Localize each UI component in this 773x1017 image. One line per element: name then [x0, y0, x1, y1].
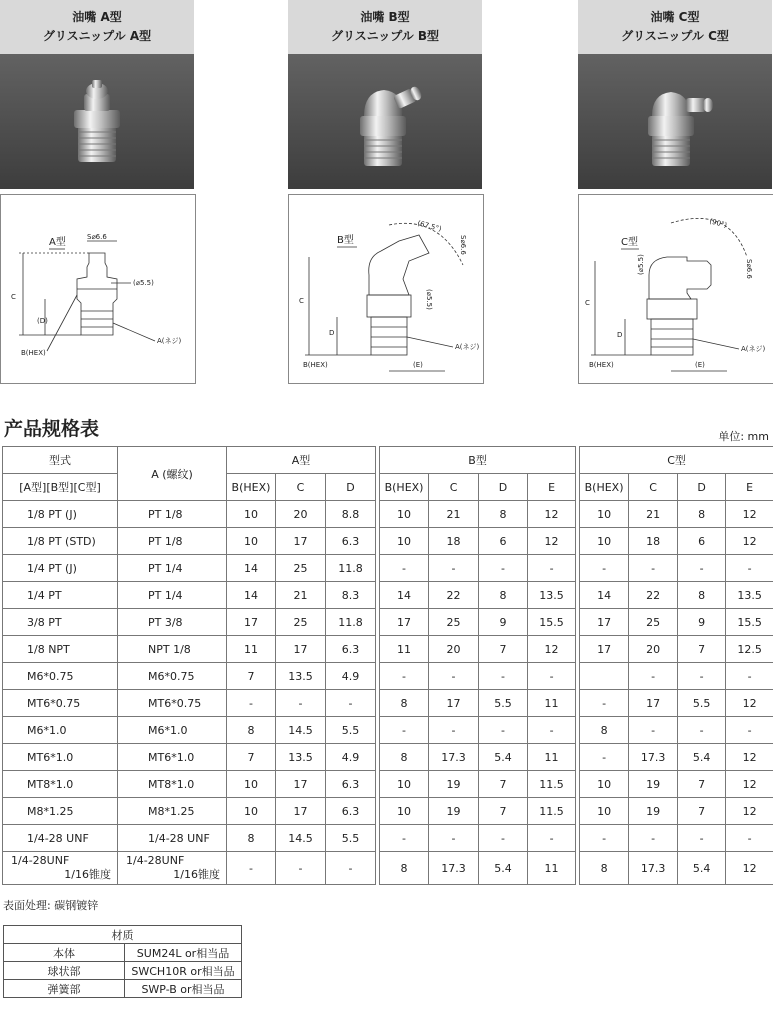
cell-c-c: 19 [629, 771, 678, 798]
cell-b-e: 12 [528, 501, 576, 528]
material-row [4, 962, 242, 980]
cell-c-hex: - [580, 690, 629, 717]
table-row [3, 798, 773, 825]
cell-c-c: 20 [629, 636, 678, 663]
unit-label: 单位: mm [718, 430, 769, 443]
dim-e: (E) [695, 361, 705, 369]
col-b-c: C [429, 474, 479, 501]
cell-a-c: 17 [276, 636, 326, 663]
cell-c-c: - [629, 663, 678, 690]
cell-a-c: 14.5 [276, 825, 326, 852]
cell-a-d: 5.5 [326, 717, 376, 744]
cell-c-hex: 8 [580, 852, 629, 885]
cell-model: 3/8 PT [3, 609, 118, 636]
cell-b-e: 13.5 [528, 582, 576, 609]
cell-b-d: 5.4 [479, 852, 528, 885]
cell-c-c: 21 [629, 501, 678, 528]
cell-b-d: - [479, 555, 528, 582]
table-row [3, 744, 773, 771]
cell-c-e: 15.5 [726, 609, 773, 636]
cell-b-hex: 10 [380, 798, 429, 825]
cell-thread: M8*1.25 [118, 798, 227, 825]
cell-a-c: 13.5 [276, 663, 326, 690]
diagram-type-label: C型 [621, 237, 638, 248]
cell-b-e: 11 [528, 690, 576, 717]
cell-line: 1/16锥度 [173, 868, 220, 881]
cell-b-c: - [429, 825, 479, 852]
cell-c-d: - [678, 717, 726, 744]
cell-b-hex: 11 [380, 636, 429, 663]
cell-c-hex: 17 [580, 636, 629, 663]
cell-a-d: 11.8 [326, 555, 376, 582]
cell-model: M8*1.25 [3, 798, 118, 825]
cell-thread: PT 1/8 [118, 501, 227, 528]
cell-a-c: 14.5 [276, 717, 326, 744]
col-c-c: C [629, 474, 678, 501]
dim-c: C [585, 299, 590, 307]
product-photo-c [578, 54, 772, 189]
header-a: A型 [227, 447, 376, 474]
cell-b-hex: 17 [380, 609, 429, 636]
cell-b-d: - [479, 825, 528, 852]
cell-a-d: 11.8 [326, 609, 376, 636]
cell-c-hex [580, 663, 629, 690]
cell-model: 1/8 PT (J) [3, 501, 118, 528]
cell-b-c: 17.3 [429, 852, 479, 885]
card-header [288, 0, 482, 54]
cell-a-c: 17 [276, 798, 326, 825]
cell-b-d: 6 [479, 528, 528, 555]
cell-a-d: 8.8 [326, 501, 376, 528]
cell-thread: MT6*0.75 [118, 690, 227, 717]
card-type-a [0, 0, 194, 189]
cell-b-hex: 8 [380, 690, 429, 717]
cell-line: 1/4-28UNF [11, 854, 70, 867]
cell-a-c: 17 [276, 771, 326, 798]
cell-a-c: 20 [276, 501, 326, 528]
cell-a-d: 6.3 [326, 528, 376, 555]
cell-c-c: 19 [629, 798, 678, 825]
cell-c-d: 5.4 [678, 852, 726, 885]
header-row-1 [3, 447, 773, 474]
cell-c-e: - [726, 663, 773, 690]
cell-c-c: 25 [629, 609, 678, 636]
table-row [3, 663, 773, 690]
cell-a-hex: 7 [227, 744, 276, 771]
material-row [4, 980, 242, 998]
diagram-type-label: B型 [337, 235, 354, 246]
cell-a-hex: - [227, 852, 276, 885]
col-a-c: C [276, 474, 326, 501]
dim-s: S⌀6.6 [87, 233, 107, 241]
cell-line: 1/4-28UNF [126, 854, 185, 867]
cell-c-e: - [726, 555, 773, 582]
cell-a-hex: 8 [227, 717, 276, 744]
dim-thread: A(ネジ) [157, 337, 182, 345]
cell-a-d: 6.3 [326, 771, 376, 798]
cell-model: 1/4 PT (J) [3, 555, 118, 582]
cell-model: M6*1.0 [3, 717, 118, 744]
dim-angle: (90°) [708, 217, 728, 230]
col-a-d: D [326, 474, 376, 501]
material-value: SWCH10R or相当品 [125, 962, 242, 980]
cell-a-hex: 7 [227, 663, 276, 690]
table-row [3, 528, 773, 555]
cell-b-hex: 10 [380, 501, 429, 528]
cell-b-d: 7 [479, 636, 528, 663]
cell-c-e: 12 [726, 528, 773, 555]
header-thread: A (螺纹) [118, 447, 227, 501]
cell-a-c: - [276, 852, 326, 885]
cell-a-hex: 14 [227, 555, 276, 582]
cell-model: MT6*0.75 [3, 690, 118, 717]
cell-c-d: - [678, 663, 726, 690]
cell-b-e: - [528, 717, 576, 744]
cell-c-d: - [678, 825, 726, 852]
cell-c-c: 18 [629, 528, 678, 555]
cell-b-hex: - [380, 825, 429, 852]
cell-b-hex: - [380, 663, 429, 690]
cell-b-d: 5.4 [479, 744, 528, 771]
cell-model: 1/4 PT [3, 582, 118, 609]
cell-c-d: - [678, 555, 726, 582]
cell-model: M6*0.75 [3, 663, 118, 690]
cell-thread: PT 1/4 [118, 582, 227, 609]
diagram-type-c [578, 194, 773, 384]
cell-b-d: - [479, 663, 528, 690]
cell-c-e: 12 [726, 798, 773, 825]
cell-b-d: 9 [479, 609, 528, 636]
material-row [4, 944, 242, 962]
cell-thread: PT 1/4 [118, 555, 227, 582]
cell-model: 1/8 NPT [3, 636, 118, 663]
cell-thread [118, 852, 227, 885]
cell-b-e: 12 [528, 528, 576, 555]
cell-b-hex: - [380, 717, 429, 744]
cell-c-hex: 10 [580, 771, 629, 798]
col-c-hex: B(HEX) [580, 474, 629, 501]
cell-b-c: 17 [429, 690, 479, 717]
diagram-type-label: A型 [49, 237, 66, 248]
card-title-cn: 油嘴 A型 [72, 10, 122, 24]
cell-model: 1/8 PT (STD) [3, 528, 118, 555]
header-b: B型 [380, 447, 576, 474]
dim-d: (D) [37, 317, 48, 325]
cell-b-c: 22 [429, 582, 479, 609]
cell-b-d: 7 [479, 771, 528, 798]
cell-a-hex: 14 [227, 582, 276, 609]
cell-b-c: - [429, 555, 479, 582]
cell-b-d: 7 [479, 798, 528, 825]
cell-c-e: 12 [726, 744, 773, 771]
cell-c-e: - [726, 825, 773, 852]
card-type-b [288, 0, 482, 189]
dim-d: D [329, 329, 335, 337]
cell-b-e: 15.5 [528, 609, 576, 636]
cell-a-c: 13.5 [276, 744, 326, 771]
dim-c: C [299, 297, 304, 305]
col-b-hex: B(HEX) [380, 474, 429, 501]
cell-c-hex: - [580, 825, 629, 852]
cell-a-c: 25 [276, 555, 326, 582]
cell-thread: PT 3/8 [118, 609, 227, 636]
cell-b-hex: 14 [380, 582, 429, 609]
table-row [3, 555, 773, 582]
cell-thread: M6*0.75 [118, 663, 227, 690]
cell-a-hex: - [227, 690, 276, 717]
col-c-d: D [678, 474, 726, 501]
cell-c-d: 7 [678, 636, 726, 663]
cell-c-hex: 14 [580, 582, 629, 609]
cell-thread: 1/4-28 UNF [118, 825, 227, 852]
cell-b-c: 19 [429, 771, 479, 798]
dim-hex: B(HEX) [589, 361, 614, 369]
cell-c-d: 9 [678, 609, 726, 636]
cell-c-e: - [726, 717, 773, 744]
cell-model: MT6*1.0 [3, 744, 118, 771]
cell-a-d: 8.3 [326, 582, 376, 609]
cell-b-c: 21 [429, 501, 479, 528]
cell-b-c: 19 [429, 798, 479, 825]
cell-a-hex: 10 [227, 771, 276, 798]
cell-b-c: 17.3 [429, 744, 479, 771]
cell-c-e: 12 [726, 852, 773, 885]
cell-a-d: 4.9 [326, 744, 376, 771]
cell-c-hex: 17 [580, 609, 629, 636]
cell-c-e: 12.5 [726, 636, 773, 663]
header-c: C型 [580, 447, 773, 474]
table-row [3, 690, 773, 717]
table-row [3, 771, 773, 798]
cell-c-hex: 10 [580, 528, 629, 555]
cell-b-d: 8 [479, 501, 528, 528]
cell-c-e: 13.5 [726, 582, 773, 609]
cell-a-c: - [276, 690, 326, 717]
cell-c-e: 12 [726, 501, 773, 528]
header-model: 型式 [3, 447, 118, 474]
material-table [3, 925, 242, 998]
cell-b-e: 11.5 [528, 771, 576, 798]
card-title-jp: グリスニップル B型 [330, 29, 440, 43]
header-model-sub: [A型][B型][C型] [3, 474, 118, 501]
cell-model: 1/4-28 UNF [3, 825, 118, 852]
cell-model: MT8*1.0 [3, 771, 118, 798]
card-title-jp: グリスニップル A型 [42, 29, 152, 43]
cell-a-hex: 10 [227, 798, 276, 825]
cell-a-d: 6.3 [326, 636, 376, 663]
cell-b-e: 11 [528, 744, 576, 771]
cell-c-e: 12 [726, 771, 773, 798]
cell-b-e: 12 [528, 636, 576, 663]
surface-note: 表面处理: 碳钢镀锌 [3, 899, 99, 912]
diagram-type-a [0, 194, 196, 384]
material-part: 弹簧部 [4, 980, 125, 998]
cell-a-d: - [326, 852, 376, 885]
cell-c-c: 22 [629, 582, 678, 609]
dim-bore: (⌀5.5) [425, 289, 433, 310]
cell-b-e: 11.5 [528, 798, 576, 825]
cell-c-c: 17.3 [629, 744, 678, 771]
material-part: 本体 [4, 944, 125, 962]
cell-c-d: 5.4 [678, 744, 726, 771]
spec-title: 产品规格表 [4, 418, 100, 440]
cell-c-hex: 10 [580, 798, 629, 825]
table-row [3, 582, 773, 609]
card-title-jp: グリスニップル C型 [621, 29, 729, 43]
col-c-e: E [726, 474, 773, 501]
cell-a-hex: 17 [227, 609, 276, 636]
cell-b-d: 8 [479, 582, 528, 609]
material-value: SUM24L or相当品 [125, 944, 242, 962]
cell-b-c: 25 [429, 609, 479, 636]
cell-c-c: - [629, 555, 678, 582]
cell-b-e: - [528, 825, 576, 852]
cell-b-e: - [528, 663, 576, 690]
cell-a-c: 21 [276, 582, 326, 609]
cell-b-c: 20 [429, 636, 479, 663]
cell-line: 1/16锥度 [64, 868, 111, 881]
cell-c-d: 7 [678, 771, 726, 798]
cell-thread: PT 1/8 [118, 528, 227, 555]
product-photo-a [0, 54, 194, 189]
card-header [0, 0, 194, 54]
dim-thread: A(ネジ) [455, 343, 480, 351]
table-row [3, 501, 773, 528]
cell-a-c: 17 [276, 528, 326, 555]
cell-b-hex: 10 [380, 771, 429, 798]
card-title-cn: 油嘴 B型 [360, 10, 410, 24]
cell-thread: MT8*1.0 [118, 771, 227, 798]
cell-c-e: 12 [726, 690, 773, 717]
cell-a-hex: 11 [227, 636, 276, 663]
material-value: SWP-B or相当品 [125, 980, 242, 998]
cell-b-hex: 8 [380, 744, 429, 771]
cell-c-d: 7 [678, 798, 726, 825]
dim-bore: (⌀5.5) [637, 254, 645, 275]
cell-thread: MT6*1.0 [118, 744, 227, 771]
card-title-cn: 油嘴 C型 [650, 10, 700, 24]
cell-c-d: 6 [678, 528, 726, 555]
cell-b-d: 5.5 [479, 690, 528, 717]
cell-b-d: - [479, 717, 528, 744]
table-row [3, 825, 773, 852]
cell-b-hex: 10 [380, 528, 429, 555]
cell-a-d: 4.9 [326, 663, 376, 690]
dim-hex: B(HEX) [303, 361, 328, 369]
card-type-c [578, 0, 772, 189]
dim-c: C [11, 293, 16, 301]
diagram-type-b [288, 194, 484, 384]
card-header [578, 0, 772, 54]
cell-b-c: - [429, 663, 479, 690]
dim-hex: B(HEX) [21, 349, 46, 357]
table-row [3, 852, 773, 885]
cell-c-c: - [629, 717, 678, 744]
cell-a-c: 25 [276, 609, 326, 636]
col-b-e: E [528, 474, 576, 501]
cell-c-d: 8 [678, 501, 726, 528]
table-row [3, 609, 773, 636]
cell-c-hex: 8 [580, 717, 629, 744]
cell-b-hex: 8 [380, 852, 429, 885]
cell-c-c: - [629, 825, 678, 852]
cell-a-hex: 8 [227, 825, 276, 852]
dim-angle: (67.5°) [416, 219, 443, 234]
material-title: 材质 [4, 926, 242, 944]
cell-b-e: - [528, 555, 576, 582]
cell-a-hex: 10 [227, 501, 276, 528]
cell-model [3, 852, 118, 885]
col-a-hex: B(HEX) [227, 474, 276, 501]
dim-e: (E) [413, 361, 423, 369]
cell-c-hex: 10 [580, 501, 629, 528]
cell-b-hex: - [380, 555, 429, 582]
cell-c-d: 5.5 [678, 690, 726, 717]
cell-b-c: 18 [429, 528, 479, 555]
spec-table [2, 446, 773, 885]
cell-b-e: 11 [528, 852, 576, 885]
table-row [3, 717, 773, 744]
dim-s: S⌀6.6 [745, 259, 753, 279]
material-part: 球状部 [4, 962, 125, 980]
cell-c-c: 17.3 [629, 852, 678, 885]
dim-s: S⌀6.6 [459, 235, 467, 255]
cell-c-c: 17 [629, 690, 678, 717]
cell-a-d: 6.3 [326, 798, 376, 825]
dim-thread: A(ネジ) [741, 345, 766, 353]
product-photo-b [288, 54, 482, 189]
cell-c-d: 8 [678, 582, 726, 609]
cell-thread: NPT 1/8 [118, 636, 227, 663]
dim-d: D [617, 331, 623, 339]
cell-a-d: 5.5 [326, 825, 376, 852]
cell-c-hex: - [580, 744, 629, 771]
cell-a-hex: 10 [227, 528, 276, 555]
cell-thread: M6*1.0 [118, 717, 227, 744]
cell-a-d: - [326, 690, 376, 717]
cell-c-hex: - [580, 555, 629, 582]
cell-b-c: - [429, 717, 479, 744]
col-b-d: D [479, 474, 528, 501]
table-row [3, 636, 773, 663]
dim-bore: (⌀5.5) [133, 279, 154, 287]
